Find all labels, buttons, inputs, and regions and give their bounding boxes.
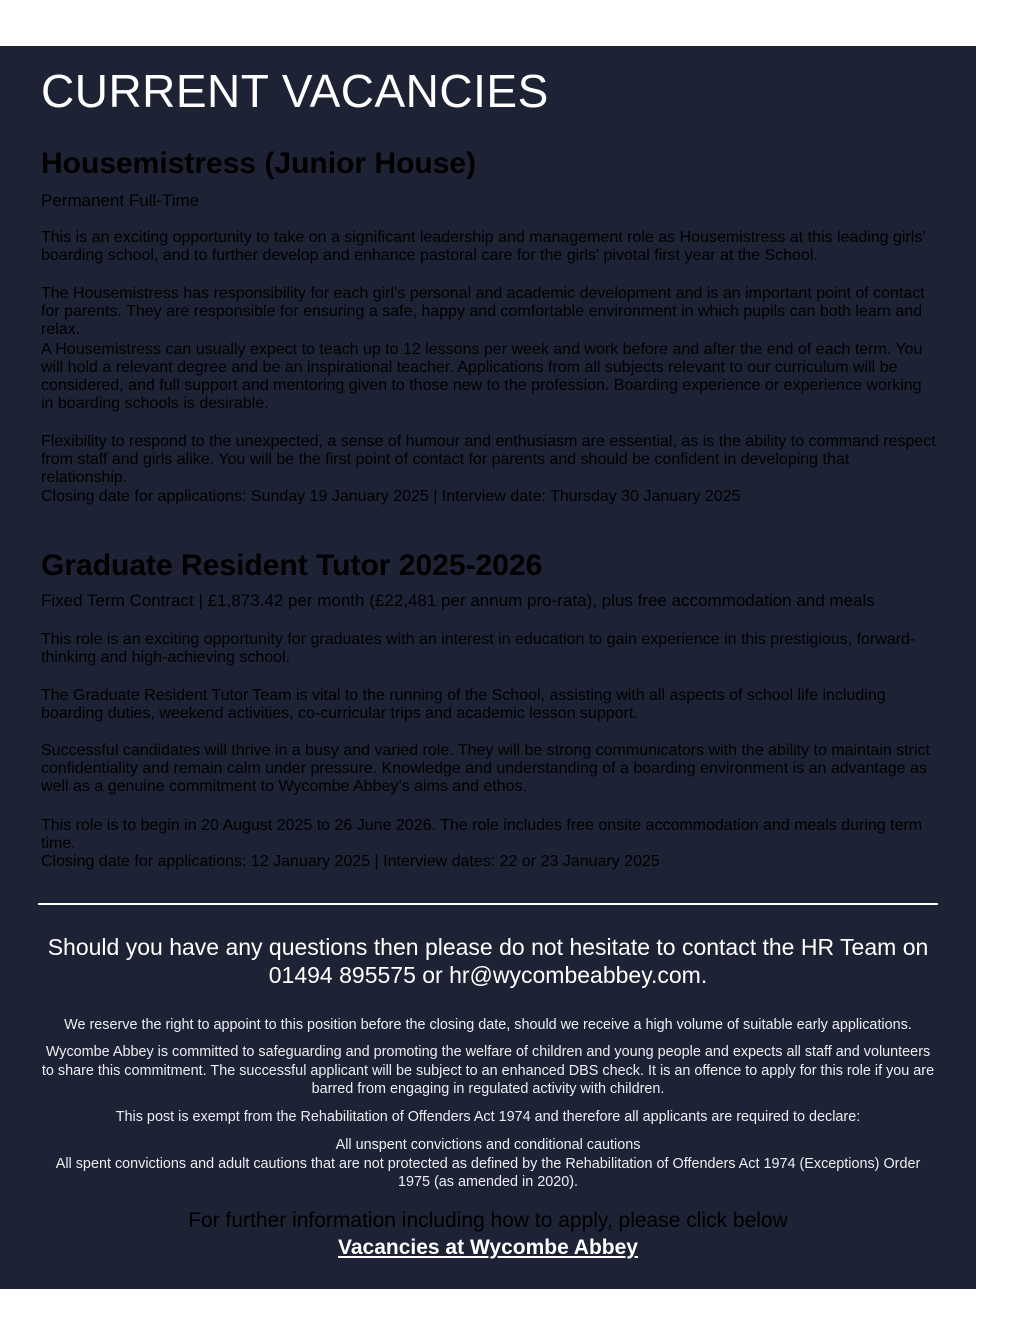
job-description-paragraph: This role is to begin in 20 August 2025 to 26 June 2026. The role includes free onsite accommodation and meals during term time. xyxy=(41,817,923,852)
job-closing-date: Closing date for applications: 12 January 2025 | Interview dates: 22 or 23 January 2025 xyxy=(41,853,660,870)
contact-info xyxy=(40,933,936,989)
job-title: Housemistress (Junior House) xyxy=(41,147,477,180)
job-graduate-resident-tutor xyxy=(41,548,937,612)
job-title: Graduate Resident Tutor 2025-2026 xyxy=(41,549,543,582)
contact-line: 01494 895575 or hr@wycombeabbey.com. xyxy=(268,962,708,989)
job-contract-type: Permanent Full-Time xyxy=(41,191,200,210)
declaration-item: All unspent convictions and conditional cautions xyxy=(335,1137,641,1153)
job-closing-date: Closing date for applications: Sunday 19 January 2025 | Interview date: Thursday 30 January 2025 xyxy=(41,488,741,505)
safeguarding-notice: Wycombe Abbey is committed to safeguarding and promoting the welfare of children and young people and expects all staff and volunteers to share this commitment. The successful applicant will be subject to an enhanced DBS check. It is an offence to apply for this role if you are barred from engaging in regulated activity with children. xyxy=(41,1044,935,1098)
declaration-list xyxy=(40,1136,936,1192)
job-description-paragraph: This is an exciting opportunity to take on a significant leadership and management role as Housemistress at this leading girls’ boarding school, and to further develop and enhance pastoral care for the girls' pivotal first year at the School. xyxy=(41,229,926,264)
job-description-paragraph: Successful candidates will thrive in a busy and varied role. They will be strong communicators with the ability to maintain strict confidentiality and remain calm under pressure. Knowledge and understanding of a boarding environment is an advantage as well as a genuine commitment to Wycombe Abbey’s aims and ethos. xyxy=(41,742,930,795)
reserve-notice: We reserve the right to appoint to this position before the closing date, should we receive a high volume of suitable early applications. xyxy=(64,1017,912,1033)
job-description-paragraph: The Housemistress has responsibility for each girl’s personal and academic development and is an important point of contact for parents. They are responsible for ensuring a safe, happy and comfortable environment in which pupils can both learn and relax. xyxy=(41,285,925,338)
job-description-paragraph: Flexibility to respond to the unexpected, a sense of humour and enthusiasm are essential, as is the ability to command respect from staff and girls alike. You will be the first point of contact for parents and should be confident in developing that relationship. xyxy=(41,433,936,486)
job-description-paragraph: A Housemistress can usually expect to teach up to 12 lessons per week and work before and after the end of each term. You will hold a relevant degree and be an inspirational teacher. Applications from all subjects relevant to our curriculum will be considered, and full support and mentoring given to those new to the profession. Boarding experience or experience working in boarding schools is desirable. xyxy=(41,341,923,412)
section-divider xyxy=(38,903,938,905)
job-description-paragraph: This role is an exciting opportunity for graduates with an interest in education to gain experience in this prestigious, forward-thinking and high-achieving school. xyxy=(41,631,916,666)
further-info-text: For further information including how to apply, please click below xyxy=(188,1209,788,1232)
vacancies-link[interactable]: Vacancies at Wycombe Abbey xyxy=(338,1236,638,1260)
job-housemistress xyxy=(41,146,937,212)
job-description-paragraph: The Graduate Resident Tutor Team is vital to the running of the School, assisting with all aspects of school life including boarding duties, weekend activities, co-curricular trips and academic lesson support. xyxy=(41,687,886,722)
declaration-item: All spent convictions and adult cautions that are not protected as defined by the Rehabilitation of Offenders Act 1974 (Exceptions) Order 1975 (as amended in 2020). xyxy=(55,1155,921,1191)
page-title: CURRENT VACANCIES xyxy=(41,65,549,117)
job-contract-type: Fixed Term Contract | £1,873.42 per month (£22,481 per annum pro-rata), plus free accommodation and meals xyxy=(41,591,875,610)
exemption-notice: This post is exempt from the Rehabilitation of Offenders Act 1974 and therefore all applicants are required to declare: xyxy=(115,1109,861,1125)
contact-line: Should you have any questions then please do not hesitate to contact the HR Team on xyxy=(47,934,929,960)
further-info xyxy=(40,1207,936,1262)
